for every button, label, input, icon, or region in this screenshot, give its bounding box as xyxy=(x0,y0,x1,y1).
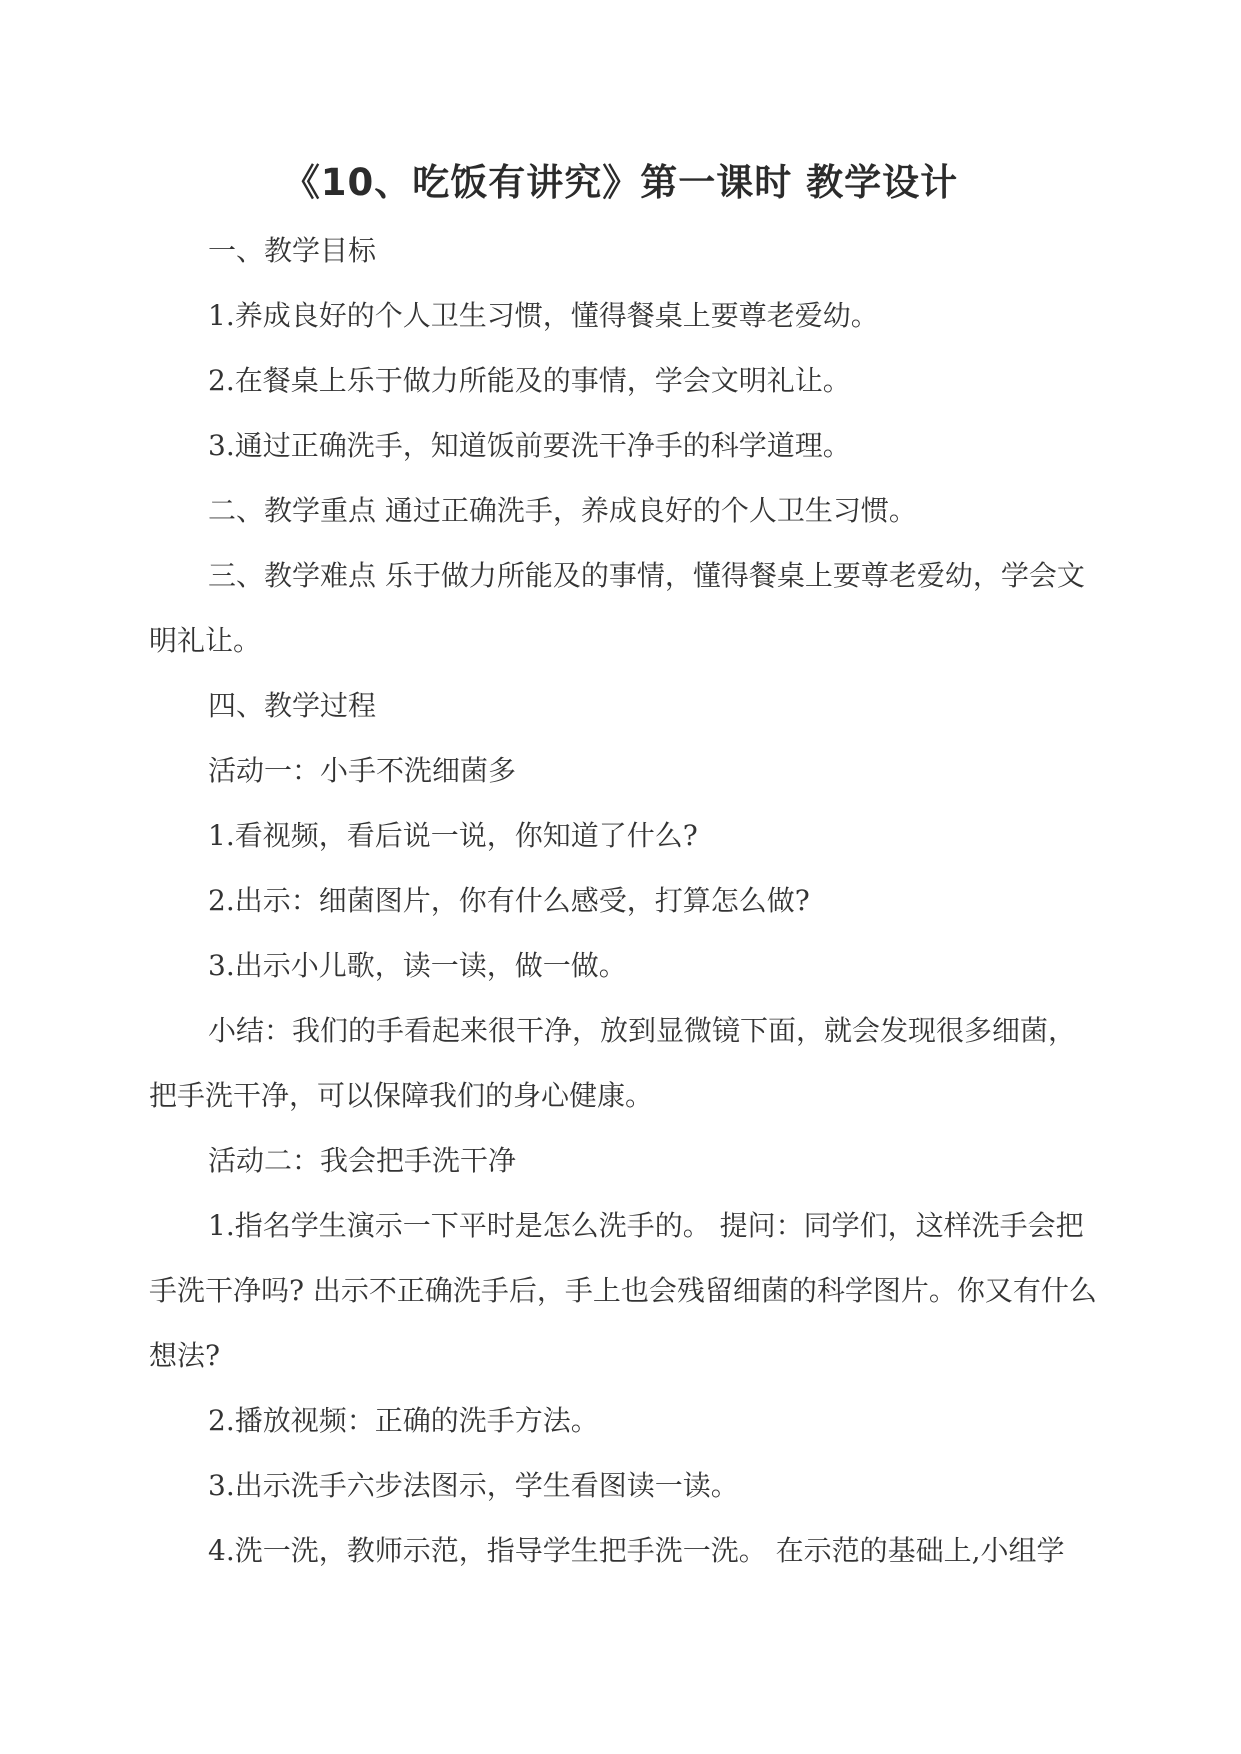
activity-step: 4.洗一洗，教师示范，指导学生把手洗一洗。 在示范的基础上,小组学 xyxy=(208,1534,1065,1567)
objective-item: 3.通过正确洗手，知道饭前要洗干净手的科学道理。 xyxy=(208,429,851,462)
activity-step: 1.看视频，看后说一说，你知道了什么? xyxy=(208,819,698,852)
document-title: 《10、吃饭有讲究》第一课时 教学设计 xyxy=(282,161,959,204)
section-heading-difficulties: 三、教学难点 乐于做力所能及的事情，懂得餐桌上要尊老爱幼，学会文明礼让。 xyxy=(149,559,1085,657)
section-heading-objectives: 一、教学目标 xyxy=(208,234,377,267)
activity-step: 1.指名学生演示一下平时是怎么洗手的。 提问：同学们，这样洗手会把手洗干净吗? 出示不正确洗手后，手上也会残留细菌的科学图片。你又有什么想法? xyxy=(149,1209,1097,1372)
activity-step: 2.播放视频：正确的洗手方法。 xyxy=(208,1404,599,1437)
section-heading-key-points: 二、教学重点 通过正确洗手，养成良好的个人卫生习惯。 xyxy=(208,494,917,527)
objective-item: 1.养成良好的个人卫生习惯，懂得餐桌上要尊老爱幼。 xyxy=(208,299,879,332)
activity-step: 3.出示小儿歌，读一读，做一做。 xyxy=(208,949,627,982)
section-heading-process: 四、教学过程 xyxy=(208,689,377,722)
activity-heading: 活动一：小手不洗细菌多 xyxy=(208,754,517,787)
summary-paragraph: 小结：我们的手看起来很干净，放到显微镜下面，就会发现很多细菌，把手洗干净，可以保障我们的身心健康。 xyxy=(149,1014,1077,1112)
document-body xyxy=(149,218,1099,1583)
activity-heading: 活动二：我会把手洗干净 xyxy=(208,1144,517,1177)
activity-step: 3.出示洗手六步法图示，学生看图读一读。 xyxy=(208,1469,739,1502)
activity-step: 2.出示：细菌图片，你有什么感受，打算怎么做? xyxy=(208,884,810,917)
objective-item: 2.在餐桌上乐于做力所能及的事情，学会文明礼让。 xyxy=(208,364,851,397)
